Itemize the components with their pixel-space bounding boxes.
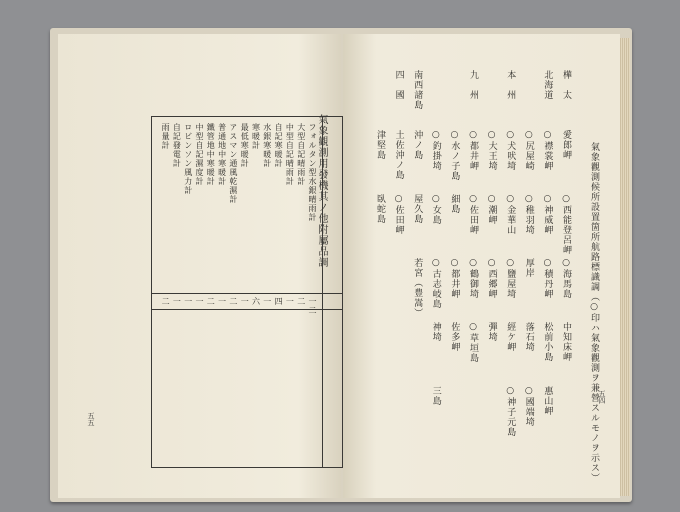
table-row-name: 雨量計 [161, 123, 171, 150]
lighthouse-entry: 松前小島 [542, 322, 553, 362]
lighthouse-entry: 厚岸 [523, 258, 534, 278]
table-row-name: 自記寒暖計 [274, 123, 284, 168]
table-row-quantity: 一 [217, 297, 227, 306]
table-row-name: 中型自記濕度計 [195, 123, 204, 186]
lighthouse-entry: 細島 [449, 194, 460, 214]
table-row-quantity: 一 [285, 297, 295, 306]
table-row-quantity: 一 [172, 297, 182, 306]
lighthouse-entry: ○神威岬 [542, 194, 553, 235]
lighthouse-entry: ○釣掛埼 [430, 130, 441, 171]
lighthouse-entry: ○犬吠埼 [505, 130, 516, 171]
table-row-name: 大型自記晴雨計 [296, 123, 306, 186]
table-row-name: 普通地中寒暖計 [217, 123, 227, 186]
region-label: 樺 太 [561, 70, 571, 100]
table-row-name: 中型自記晴雨計 [285, 123, 295, 186]
lighthouse-entry: 津堅島 [375, 130, 385, 160]
lighthouse-entry: ○稚羽埼 [523, 194, 534, 235]
table-row-quantity: 一 [262, 297, 272, 306]
page-edges [620, 38, 630, 496]
lighthouse-entry: ○大王埼 [486, 130, 497, 171]
lighthouse-entry: ○水ノ子島 [449, 130, 460, 181]
table-row-quantity: 一 [240, 297, 250, 306]
right-page-title: 氣象觀測候所設置箇所航路標識調（○印ハ氣象觀測ヲ兼營スルモノヲ示ス） [589, 142, 599, 483]
left-page-title: 氣象觀測用發機其ノ他附屬品調 [316, 114, 327, 268]
table-row-quantity: 二 [161, 297, 171, 306]
table-row-name: フォルタン型水銀晴雨計 [308, 123, 317, 222]
lighthouse-entry: ○佐田岬 [468, 194, 478, 235]
region-label: 南西諸島 [412, 70, 423, 110]
lighthouse-entry: 惠山岬 [542, 386, 553, 416]
table-row-name: 最低寒暖計 [240, 123, 250, 168]
lighthouse-entry: ○積丹岬 [542, 258, 553, 299]
left-page [58, 34, 341, 498]
lighthouse-entry: ○草垣島 [468, 322, 478, 363]
table-row-name: 自記發電計 [172, 123, 182, 168]
lighthouse-entry: ○襟裳岬 [542, 130, 553, 171]
lighthouse-entry: 若宮（豊嵩） [412, 258, 423, 318]
lighthouse-entry: 中知床岬 [561, 322, 571, 362]
lighthouse-entry: ○西郷岬 [486, 258, 497, 299]
lighthouse-entry: ○鹽屋埼 [505, 258, 516, 299]
table-row-name: 鐵管地中寒暖計 [206, 123, 216, 186]
lighthouse-entry: ○尻屋崎 [523, 130, 534, 171]
lighthouse-entry: 神埼 [430, 322, 441, 342]
table-row-quantity: 四 [274, 297, 284, 306]
lighthouse-entry: ○鶴御埼 [468, 258, 478, 299]
lighthouse-entry: ○金華山 [505, 194, 516, 235]
lighthouse-entry: 屋久島 [412, 194, 423, 224]
lighthouse-entry: 沖ノ島 [412, 130, 423, 160]
lighthouse-entry: ○古志岐島 [430, 258, 441, 309]
right-page-number: 五四 [598, 390, 606, 404]
table-row-name: 寒暖計 [251, 123, 261, 150]
right-page [343, 34, 620, 498]
left-page-number: 五五 [87, 412, 95, 426]
table-row-name: ロビンソン風力計 [183, 123, 193, 195]
table-row-quantity: 二 [206, 297, 216, 306]
table-row-quantity: 一 [195, 297, 204, 306]
region-label: 本 州 [505, 70, 516, 100]
lighthouse-entry: 經ケ岬 [505, 322, 516, 352]
table-row-quantity: 一二 [308, 297, 317, 315]
lighthouse-entry: 彈埼 [486, 322, 497, 342]
table-row-quantity: 一 [183, 297, 193, 306]
region-label: 四 國 [393, 70, 404, 100]
lighthouse-entry: ○西能登呂岬 [561, 194, 571, 255]
lighthouse-entry: 落石埼 [523, 322, 534, 352]
table-row-quantity: 二 [228, 297, 238, 306]
lighthouse-entry: 臥蛇島 [375, 194, 385, 224]
table-row-quantity: 二 [296, 297, 306, 306]
lighthouse-entry: 土佐沖ノ島 [393, 130, 404, 180]
lighthouse-entry: ○都井岬 [449, 258, 460, 299]
lighthouse-entry: ○女島 [430, 194, 441, 225]
open-book [50, 28, 632, 502]
table-row-name: アスマン通風乾濕計 [228, 123, 238, 204]
table-row-name: 水銀寒暖計 [262, 123, 272, 168]
lighthouse-entry: ○神子元島 [505, 386, 516, 437]
lighthouse-entry: 三島 [430, 386, 441, 406]
lighthouse-entry: 愛郎岬 [561, 130, 571, 160]
region-label: 九 州 [468, 70, 478, 100]
lighthouse-entry: ○佐田岬 [393, 194, 404, 235]
lighthouse-entry: 佐多岬 [449, 322, 460, 352]
lighthouse-entry: ○國端埼 [523, 386, 534, 427]
region-label: 北海道 [542, 70, 553, 100]
lighthouse-entry: ○海馬島 [561, 258, 571, 299]
table-row-quantity: 六 [251, 297, 261, 306]
lighthouse-entry: ○都井岬 [468, 130, 478, 171]
lighthouse-entry: ○潮岬 [486, 194, 497, 225]
